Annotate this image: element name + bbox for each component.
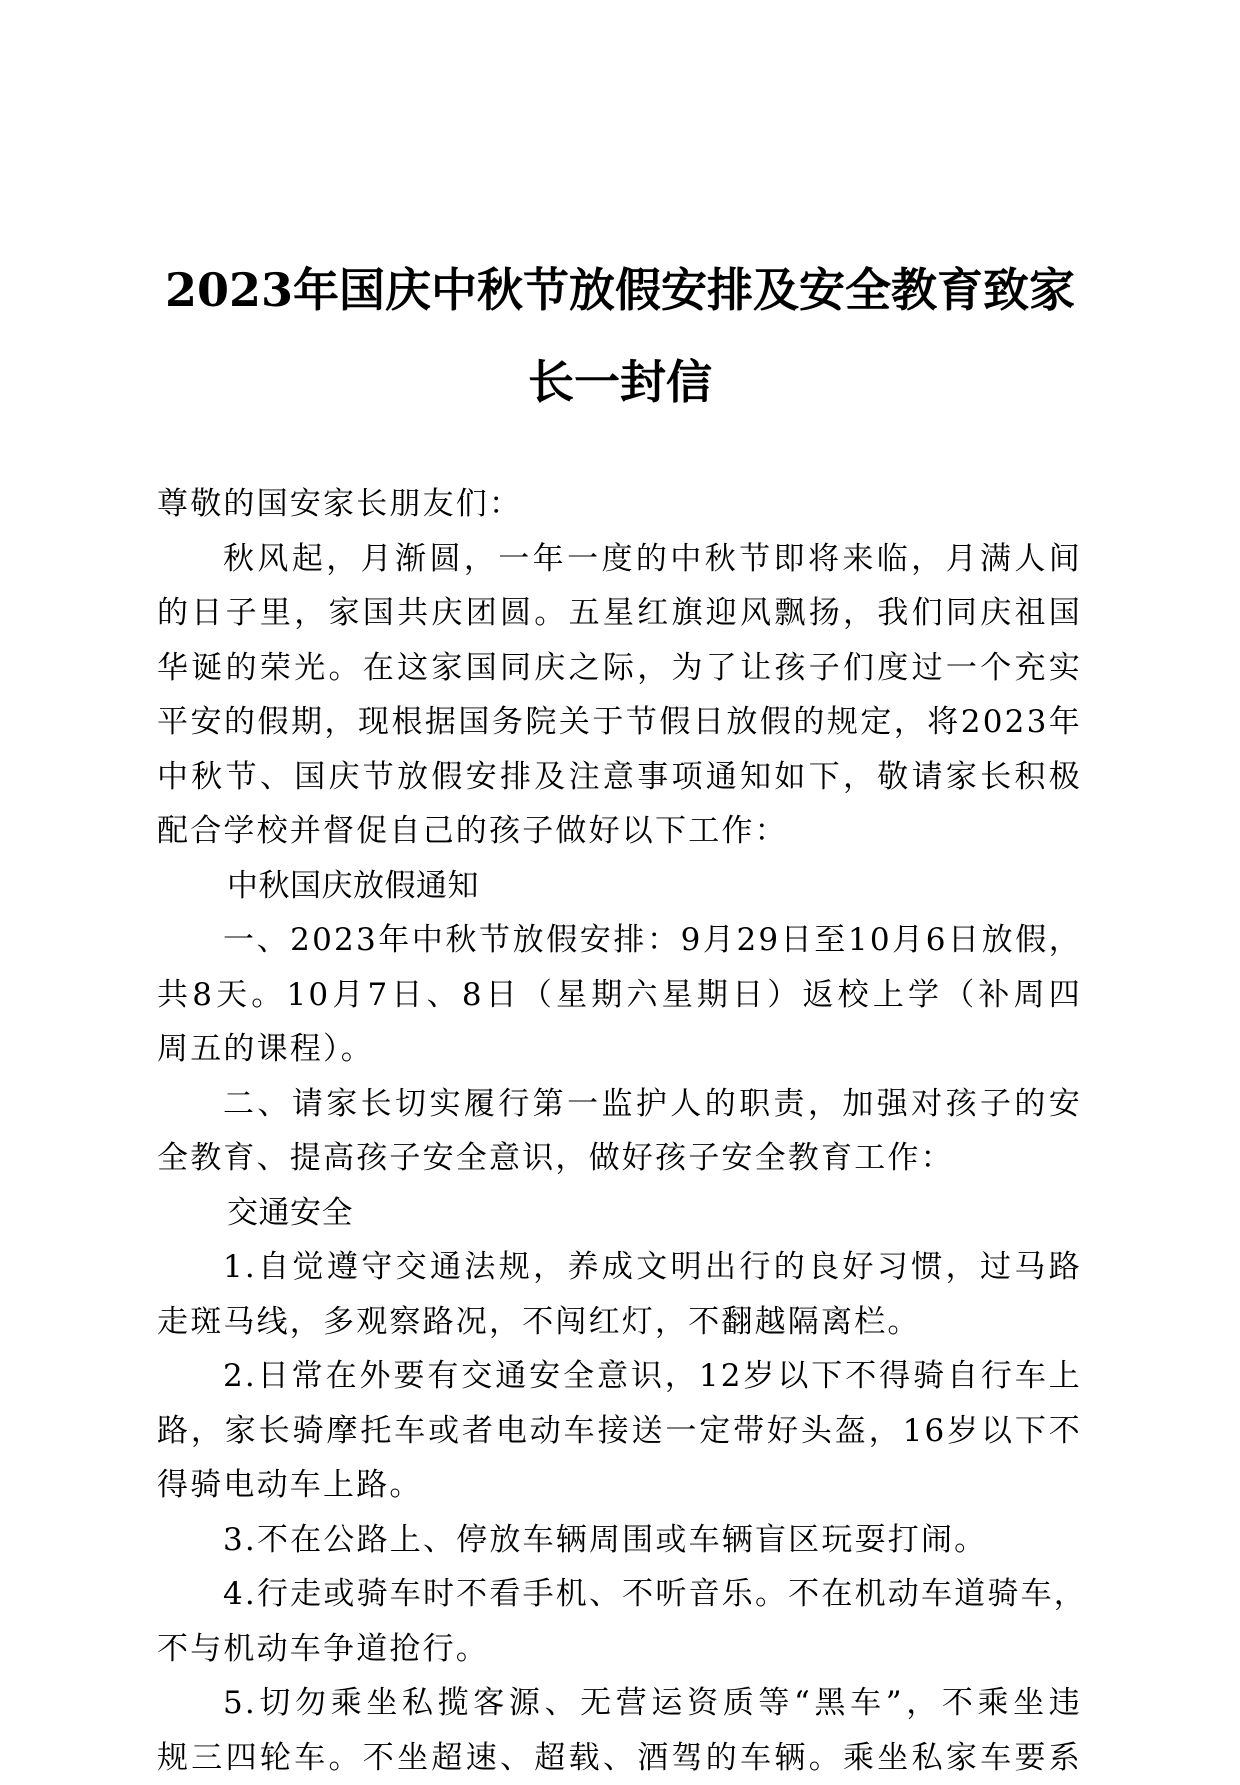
traffic-item-5-line: 5.切勿乘坐私揽客源、无营运资质等“黑车”，不乘坐违	[157, 1676, 1082, 1731]
section-heading-traffic-safety: 交通安全	[157, 1186, 1082, 1241]
intro-line: 华诞的荣光。在这家国同庆之际，为了让孩子们度过一个充实	[157, 641, 1082, 696]
intro-line: 的日子里，家国共庆团圆。五星红旗迎风飘扬，我们同庆祖国	[157, 586, 1082, 641]
intro-line: 中秋节、国庆节放假安排及注意事项通知如下，敬请家长积极	[157, 750, 1082, 805]
traffic-item-2-line: 路，家长骑摩托车或者电动车接送一定带好头盔，16岁以下不	[157, 1404, 1082, 1459]
traffic-item-1-line: 走斑马线，多观察路况，不闯红灯，不翻越隔离栏。	[157, 1295, 1082, 1350]
holiday-item-2-line: 二、请家长切实履行第一监护人的职责，加强对孩子的安	[157, 1077, 1082, 1132]
traffic-item-3-line: 3.不在公路上、停放车辆周围或车辆盲区玩耍打闹。	[157, 1513, 1082, 1568]
intro-line: 平安的假期，现根据国务院关于节假日放假的规定，将2023年	[157, 695, 1082, 750]
holiday-item-1-line: 周五的课程）。	[157, 1022, 1082, 1077]
traffic-item-4-line: 不与机动车争道抢行。	[157, 1622, 1082, 1677]
greeting: 尊敬的国安家长朋友们：	[157, 477, 1082, 532]
traffic-item-4-line: 4.行走或骑车时不看手机、不听音乐。不在机动车道骑车，	[157, 1567, 1082, 1622]
section-heading-holiday-notice: 中秋国庆放假通知	[157, 859, 1082, 914]
document-title-line-1: 2023年国庆中秋节放假安排及安全教育致家	[100, 260, 1140, 320]
traffic-item-1-line: 1.自觉遵守交通法规，养成文明出行的良好习惯，过马路	[157, 1240, 1082, 1295]
intro-line: 配合学校并督促自己的孩子做好以下工作：	[157, 804, 1082, 859]
traffic-item-2-line: 2.日常在外要有交通安全意识，12岁以下不得骑自行车上	[157, 1349, 1082, 1404]
traffic-item-2-line: 得骑电动车上路。	[157, 1458, 1082, 1513]
document-title-line-2: 长一封信	[100, 352, 1140, 412]
intro-line: 秋风起，月渐圆，一年一度的中秋节即将来临，月满人间	[157, 532, 1082, 587]
holiday-item-2-line: 全教育、提高孩子安全意识，做好孩子安全教育工作：	[157, 1131, 1082, 1186]
holiday-item-1-line: 共8天。10月7日、8日（星期六星期日）返校上学（补周四	[157, 968, 1082, 1023]
letter-body	[157, 477, 1082, 1785]
holiday-item-1-line: 一、2023年中秋节放假安排：9月29日至10月6日放假，	[157, 913, 1082, 968]
traffic-item-5-line: 规三四轮车。不坐超速、超载、酒驾的车辆。乘坐私家车要系	[157, 1731, 1082, 1785]
